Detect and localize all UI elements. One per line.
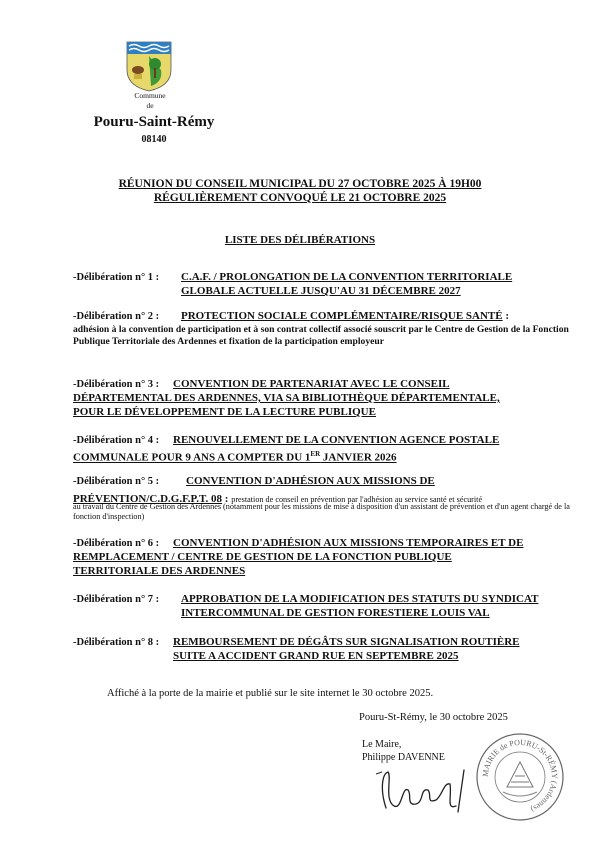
commune-label — [100, 91, 200, 111]
deliberation-6-title-line2: REMPLACEMENT / CENTRE DE GESTION DE LA FONCTION PUBLIQUE — [73, 551, 452, 563]
postal-code: 08140 — [141, 134, 167, 145]
deliberation-1-title-line1: C.A.F. / PROLONGATION DE LA CONVENTION TERRITORIALE — [181, 271, 513, 283]
deliberation-7-title-line1: APPROBATION DE LA MODIFICATION DES STATUTS DU SYNDICAT — [181, 593, 539, 605]
deliberation-6-prefix: -Délibération n° 6 : — [73, 538, 160, 549]
deliberation-5-title-line2: PRÉVENTION/C.D.G.F.P.T. 08 — [73, 493, 223, 505]
posting-notice: Affiché à la porte de la mairie et publié sur le site internet le 30 octobre 2025. — [107, 688, 434, 699]
deliberation-8-prefix: -Délibération n° 8 : — [73, 637, 160, 648]
deliberation-5-prefix: -Délibération n° 5 : — [73, 476, 160, 487]
deliberation-2-prefix: -Délibération n° 2 : — [73, 311, 160, 322]
deliberation-5-detail-inline: prestation de conseil en prévention par l'adhésion au service santé et sécurité — [231, 495, 483, 504]
deliberation-3-title-line3: POUR LE DÉVELOPPEMENT DE LA LECTURE PUBLIQUE — [73, 406, 376, 418]
commune-coat-of-arms-logo — [125, 40, 173, 92]
deliberation-7-title-line2: INTERCOMMUNAL DE GESTION FORESTIERE LOUIS VAL — [181, 607, 490, 619]
meeting-title-line2: RÉGULIÈREMENT CONVOQUÉ LE 21 OCTOBRE 2025 — [153, 192, 447, 204]
deliberation-7-prefix: -Délibération n° 7 : — [73, 594, 160, 605]
deliberation-4-title-line1: RENOUVELLEMENT DE LA CONVENTION AGENCE POSTALE — [173, 434, 500, 446]
signatory-role: Le Maire, — [362, 739, 402, 750]
deliberation-2-title: PROTECTION SOCIALE COMPLÉMENTAIRE/RISQUE SANTÉ — [181, 310, 503, 322]
deliberation-2-title-colon: : — [502, 310, 510, 322]
svg-text:MAIRIE de POURU-St-RÉMY (Arden: MAIRIE de POURU-St-RÉMY (Ardennes) — [480, 737, 560, 814]
deliberation-8-title-line1: REMBOURSEMENT DE DÉGÂTS SUR SIGNALISATION ROUTIÈRE — [173, 636, 520, 648]
commune-label-line1: Commune — [134, 91, 166, 100]
deliberation-1-prefix: -Délibération n° 1 : — [73, 272, 160, 283]
commune-label-line2: de — [146, 101, 154, 110]
deliberation-3-title-line2: DÉPARTEMENTAL DES ARDENNES, VIA SA BIBLIOTHÈQUE DÉPARTEMENTALE, — [73, 392, 500, 404]
deliberation-2-detail: adhésion à la convention de participation et à son contrat collectif associé souscrit par le Centre de Gestion de la Fonction Publique Territoriale des Ardennes et fixation de la participation employeur — [73, 324, 569, 347]
deliberation-5-title-colon: : — [222, 493, 232, 505]
deliberation-6-title-line3: TERRITORIALE DES ARDENNES — [73, 565, 246, 577]
deliberation-3-prefix: -Délibération n° 3 : — [73, 379, 160, 390]
deliberation-3-title-line1: CONVENTION DE PARTENARIAT AVEC LE CONSEIL — [173, 378, 450, 390]
deliberation-1-title-line2: GLOBALE ACTUELLE JUSQU'AU 31 DÉCEMBRE 2027 — [181, 285, 461, 297]
deliberation-5-detail: au travail du Centre de Gestion des Ardennes (notamment pour les missions de mise à disposition d'un assistant de prévention et d'un agent chargé de la fonction d'inspection) — [73, 502, 570, 521]
meeting-title-line1: RÉUNION DU CONSEIL MUNICIPAL DU 27 OCTOBRE 2025 À 19H00 — [118, 178, 482, 190]
signatory-name: Philippe DAVENNE — [362, 752, 445, 763]
mairie-stamp-seal — [475, 732, 565, 822]
deliberation-4-title-line2: COMMUNALE POUR 9 ANS A COMPTER DU 1ER JANVIER 2026 — [73, 450, 397, 464]
list-title: LISTE DES DÉLIBÉRATIONS — [224, 234, 376, 246]
deliberation-6-title-line1: CONVENTION D'ADHÉSION AUX MISSIONS TEMPORAIRES ET DE — [173, 537, 524, 549]
deliberation-8-title-line2: SUITE A ACCIDENT GRAND RUE EN SEPTEMBRE 2025 — [173, 650, 459, 662]
commune-name: Pouru-Saint-Rémy — [93, 114, 215, 130]
handwritten-signature — [372, 760, 482, 820]
place-and-date: Pouru-St-Rémy, le 30 octobre 2025 — [359, 712, 508, 723]
deliberation-4-prefix: -Délibération n° 4 : — [73, 435, 160, 446]
deliberation-5-title-line1: CONVENTION D'ADHÉSION AUX MISSIONS DE — [186, 475, 435, 487]
